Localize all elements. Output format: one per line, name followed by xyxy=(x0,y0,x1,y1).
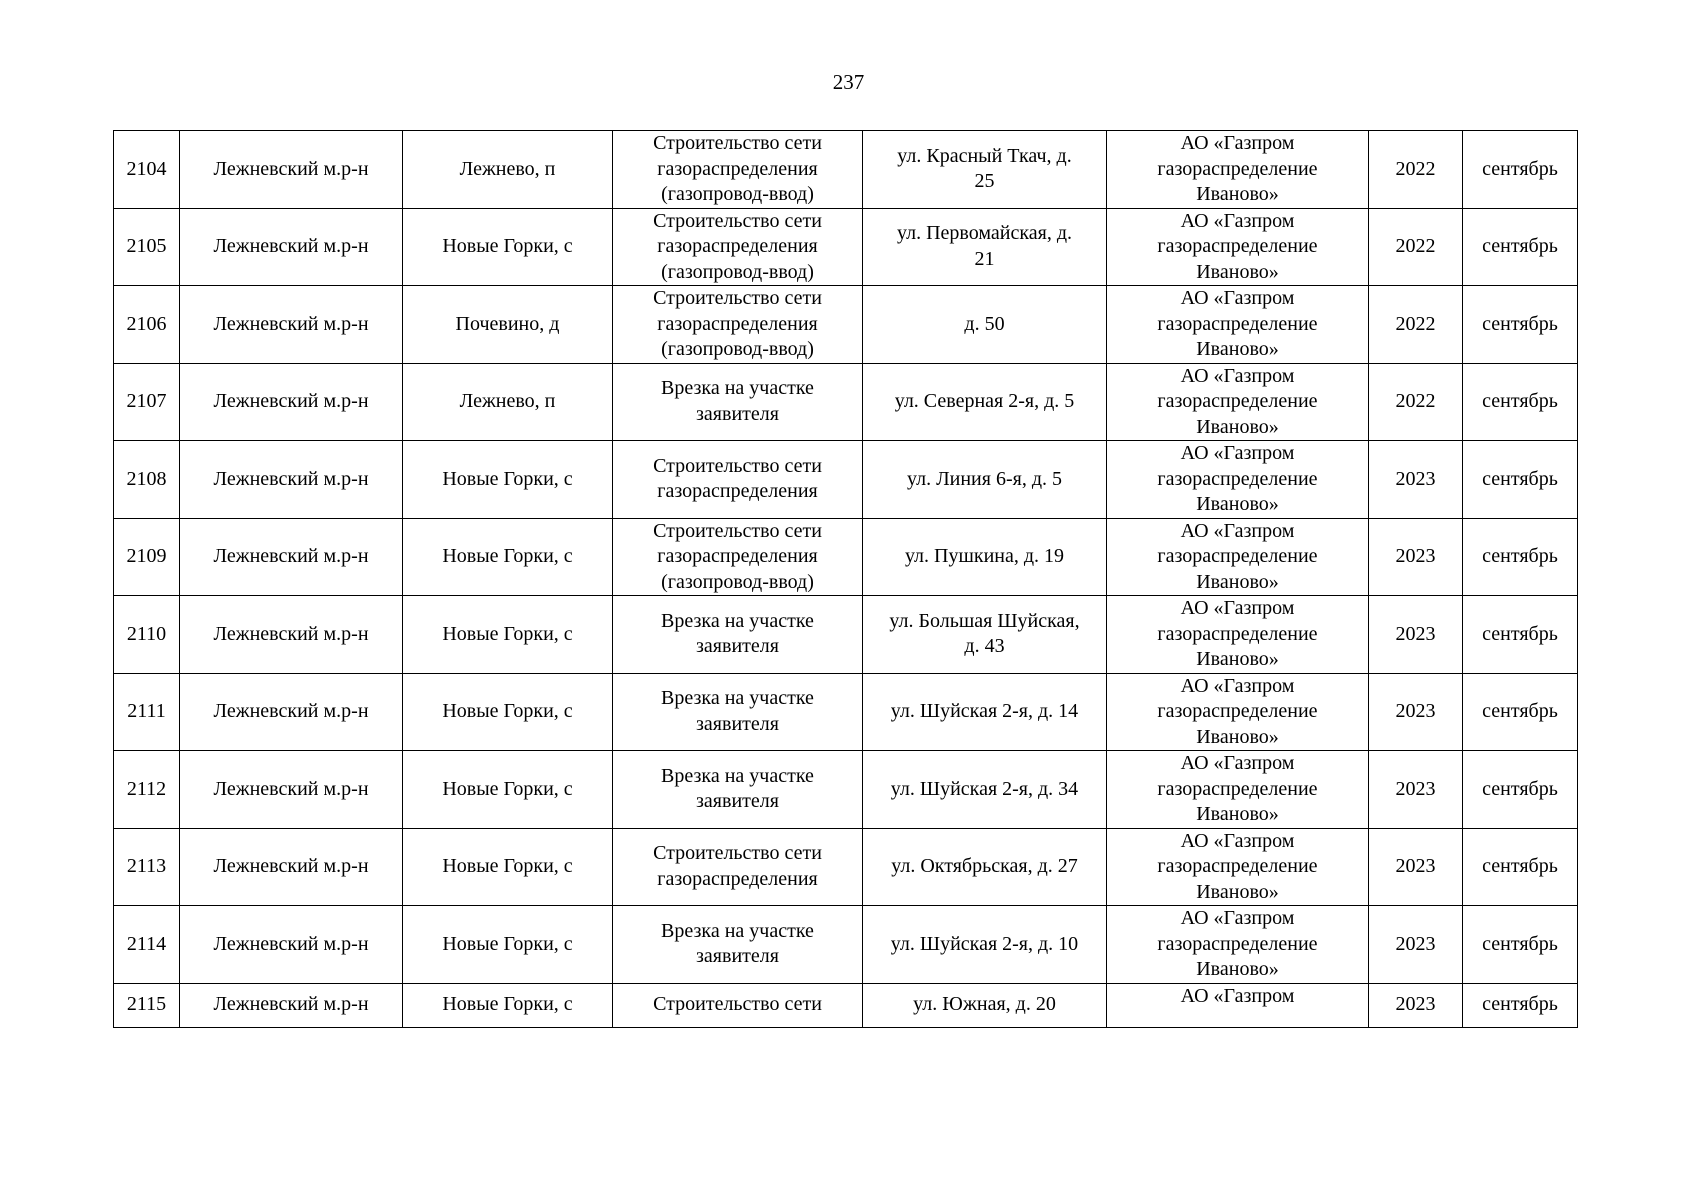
row-number-cell: 2114 xyxy=(114,906,180,984)
address-cell xyxy=(863,363,1107,441)
district-cell: Лежневский м.р-н xyxy=(180,208,403,286)
locality-cell: Новые Горки, с xyxy=(403,518,613,596)
cell-text-line: АО «Газпром xyxy=(1180,674,1295,697)
cell-text-line: ул. Шуйская 2-я, д. 10 xyxy=(890,932,1079,955)
address-cell xyxy=(863,673,1107,751)
cell-text-line: заявителя xyxy=(696,402,779,425)
table-row xyxy=(114,286,1578,364)
year-cell: 2023 xyxy=(1369,751,1463,829)
month-cell: сентябрь xyxy=(1463,751,1578,829)
locality-cell: Почевино, д xyxy=(403,286,613,364)
cell-text-line: газораспределения xyxy=(657,157,818,180)
month-cell: сентябрь xyxy=(1463,906,1578,984)
organization-cell xyxy=(1107,286,1369,364)
work-type-cell xyxy=(613,131,863,209)
cell-text-line: АО «Газпром xyxy=(1180,209,1295,232)
year-cell: 2023 xyxy=(1369,518,1463,596)
cell-text-line: газораспределение xyxy=(1157,700,1318,722)
address-cell xyxy=(863,518,1107,596)
cell-text-line: газораспределение xyxy=(1157,545,1318,567)
cell-text-line: газораспределение xyxy=(1157,157,1318,180)
cell-text-line: газораспределения xyxy=(657,480,818,503)
work-type-cell xyxy=(613,906,863,984)
month-cell: сентябрь xyxy=(1463,518,1578,596)
work-type-cell xyxy=(613,441,863,519)
address-cell xyxy=(863,596,1107,674)
table-row xyxy=(114,363,1578,441)
row-number-cell: 2105 xyxy=(114,208,180,286)
cell-text-line: 21 xyxy=(974,247,995,270)
organization-cell xyxy=(1107,518,1369,596)
locality-cell: Лежнево, п xyxy=(403,131,613,209)
cell-text-line: АО «Газпром xyxy=(1180,442,1295,464)
organization-cell xyxy=(1107,906,1369,984)
cell-text-line: Врезка на участке xyxy=(661,687,814,710)
table-body xyxy=(114,131,1578,1028)
district-cell: Лежневский м.р-н xyxy=(180,751,403,829)
row-number-cell: 2111 xyxy=(114,673,180,751)
cell-text-line: Строительство сети xyxy=(653,842,822,865)
table-row xyxy=(114,828,1578,906)
locality-cell: Новые Горки, с xyxy=(403,441,613,519)
cell-text-line: д. 50 xyxy=(964,312,1005,335)
row-number-cell: 2109 xyxy=(114,518,180,596)
cell-text-line: (газопровод-ввод) xyxy=(661,183,814,205)
table-row xyxy=(114,518,1578,596)
district-cell: Лежневский м.р-н xyxy=(180,286,403,364)
work-type-cell xyxy=(613,596,863,674)
cell-text-line: АО «Газпром xyxy=(1180,287,1295,309)
year-cell: 2023 xyxy=(1369,673,1463,751)
cell-text-line: газораспределение xyxy=(1157,855,1318,877)
table-row xyxy=(114,208,1578,286)
page-number: 237 xyxy=(832,70,865,94)
cell-text-line: ул. Южная, д. 20 xyxy=(913,993,1056,1016)
table-row xyxy=(114,596,1578,674)
cell-text-line: АО «Газпром xyxy=(1180,829,1295,852)
month-cell: сентябрь xyxy=(1463,131,1578,209)
locality-cell: Новые Горки, с xyxy=(403,596,613,674)
gas-distribution-table xyxy=(113,130,1578,1028)
row-number-cell: 2107 xyxy=(114,363,180,441)
address-cell xyxy=(863,286,1107,364)
address-cell xyxy=(863,131,1107,209)
address-cell xyxy=(863,906,1107,984)
row-number-cell: 2104 xyxy=(114,131,180,209)
cell-text-line: газораспределение xyxy=(1157,622,1318,645)
cell-text-line: д. 43 xyxy=(964,635,1005,658)
organization-cell xyxy=(1107,673,1369,751)
cell-text-line: Врезка на участке xyxy=(661,377,814,400)
address-cell xyxy=(863,751,1107,829)
organization-cell xyxy=(1107,208,1369,286)
work-type-cell xyxy=(613,518,863,596)
month-cell: сентябрь xyxy=(1463,673,1578,751)
address-cell xyxy=(863,828,1107,906)
cell-text-line: Иваново» xyxy=(1196,803,1279,825)
cell-text-line: Строительство сети xyxy=(653,454,822,477)
cell-text-line: Иваново» xyxy=(1196,338,1279,360)
row-number-cell: 2106 xyxy=(114,286,180,364)
month-cell: сентябрь xyxy=(1463,208,1578,286)
cell-text-line: Иваново» xyxy=(1196,415,1279,438)
cell-text-line: Врезка на участке xyxy=(661,764,814,787)
cell-text-line: Иваново» xyxy=(1196,570,1279,593)
cell-text-line: ул. Линия 6-я, д. 5 xyxy=(906,467,1062,490)
work-type-cell xyxy=(613,828,863,906)
cell-text-line: Строительство сети xyxy=(653,993,822,1016)
district-cell: Лежневский м.р-н xyxy=(180,983,403,1027)
cell-text-line: АО «Газпром xyxy=(1180,364,1295,387)
cell-text-line: газораспределение xyxy=(1157,312,1318,335)
cell-text-line: АО «Газпром xyxy=(1180,519,1295,542)
cell-text-line: АО «Газпром xyxy=(1180,907,1295,929)
cell-text-line: 25 xyxy=(974,170,995,193)
month-cell: сентябрь xyxy=(1463,596,1578,674)
district-cell: Лежневский м.р-н xyxy=(180,673,403,751)
district-cell: Лежневский м.р-н xyxy=(180,441,403,519)
table-row xyxy=(114,673,1578,751)
organization-cell xyxy=(1107,441,1369,519)
table-row xyxy=(114,441,1578,519)
work-type-cell xyxy=(613,983,863,1027)
locality-cell: Лежнево, п xyxy=(403,363,613,441)
cell-text-line: Иваново» xyxy=(1196,183,1279,205)
district-cell: Лежневский м.р-н xyxy=(180,131,403,209)
cell-text-line: газораспределение xyxy=(1157,467,1318,490)
district-cell: Лежневский м.р-н xyxy=(180,906,403,984)
cell-text-line: Иваново» xyxy=(1196,260,1279,283)
year-cell: 2023 xyxy=(1369,441,1463,519)
organization-cell xyxy=(1107,828,1369,906)
cell-text-line: ул. Пушкина, д. 19 xyxy=(904,545,1065,567)
cell-text-line: Врезка на участке xyxy=(661,919,814,942)
year-cell: 2022 xyxy=(1369,286,1463,364)
cell-text-line: АО «Газпром xyxy=(1180,752,1295,774)
cell-text-line: Строительство сети xyxy=(653,209,822,232)
year-cell: 2022 xyxy=(1369,131,1463,209)
locality-cell: Новые Горки, с xyxy=(403,906,613,984)
organization-cell xyxy=(1107,983,1369,1027)
address-cell xyxy=(863,441,1107,519)
cell-text-line: АО «Газпром xyxy=(1180,984,1295,1007)
cell-text-line: АО «Газпром xyxy=(1180,132,1295,154)
row-number-cell: 2113 xyxy=(114,828,180,906)
locality-cell: Новые Горки, с xyxy=(403,751,613,829)
work-type-cell xyxy=(613,286,863,364)
cell-text-line: АО «Газпром xyxy=(1180,597,1295,619)
month-cell: сентябрь xyxy=(1463,286,1578,364)
month-cell: сентябрь xyxy=(1463,828,1578,906)
cell-text-line: ул. Октябрьская, д. 27 xyxy=(891,855,1078,877)
work-type-cell xyxy=(613,208,863,286)
work-type-cell xyxy=(613,751,863,829)
cell-text-line: газораспределения xyxy=(657,235,818,257)
row-number-cell: 2112 xyxy=(114,751,180,829)
organization-cell xyxy=(1107,131,1369,209)
cell-text-line: газораспределение xyxy=(1157,235,1318,257)
cell-text-line: (газопровод-ввод) xyxy=(661,338,814,360)
table-row xyxy=(114,131,1578,209)
month-cell: сентябрь xyxy=(1463,441,1578,519)
address-cell xyxy=(863,983,1107,1027)
month-cell: сентябрь xyxy=(1463,983,1578,1027)
district-cell: Лежневский м.р-н xyxy=(180,596,403,674)
year-cell: 2022 xyxy=(1369,363,1463,441)
cell-text-line: Иваново» xyxy=(1196,958,1279,980)
cell-text-line: газораспределение xyxy=(1157,777,1318,800)
cell-text-line: газораспределения xyxy=(657,545,818,567)
year-cell: 2023 xyxy=(1369,828,1463,906)
row-number-cell: 2110 xyxy=(114,596,180,674)
cell-text-line: ул. Красный Ткач, д. xyxy=(897,144,1072,167)
district-cell: Лежневский м.р-н xyxy=(180,518,403,596)
year-cell: 2023 xyxy=(1369,983,1463,1027)
cell-text-line: газораспределение xyxy=(1157,932,1318,955)
cell-text-line: Иваново» xyxy=(1196,725,1279,748)
cell-text-line: газораспределения xyxy=(657,312,818,335)
cell-text-line: ул. Большая Шуйская, xyxy=(889,609,1080,632)
cell-text-line: газораспределение xyxy=(1157,390,1318,412)
locality-cell: Новые Горки, с xyxy=(403,983,613,1027)
locality-cell: Новые Горки, с xyxy=(403,673,613,751)
cell-text-line: заявителя xyxy=(696,945,779,968)
organization-cell xyxy=(1107,596,1369,674)
cell-text-line: Строительство сети xyxy=(653,519,822,542)
table-row xyxy=(114,906,1578,984)
work-type-cell xyxy=(613,363,863,441)
work-type-cell xyxy=(613,673,863,751)
cell-text-line: заявителя xyxy=(696,712,779,735)
district-cell: Лежневский м.р-н xyxy=(180,828,403,906)
cell-text-line: газораспределения xyxy=(657,867,818,890)
table-row xyxy=(114,751,1578,829)
table-row xyxy=(114,983,1578,1027)
district-cell: Лежневский м.р-н xyxy=(180,363,403,441)
cell-text-line: ул. Северная 2-я, д. 5 xyxy=(894,390,1075,412)
cell-text-line: (газопровод-ввод) xyxy=(661,260,814,283)
cell-text-line: (газопровод-ввод) xyxy=(661,570,814,593)
cell-text-line: Строительство сети xyxy=(653,287,822,309)
organization-cell xyxy=(1107,363,1369,441)
cell-text-line: Иваново» xyxy=(1196,493,1279,515)
year-cell: 2023 xyxy=(1369,906,1463,984)
year-cell: 2023 xyxy=(1369,596,1463,674)
cell-text-line: Строительство сети xyxy=(653,132,822,154)
cell-text-line: ул. Первомайская, д. xyxy=(897,222,1072,245)
row-number-cell: 2108 xyxy=(114,441,180,519)
organization-cell xyxy=(1107,751,1369,829)
cell-text-line: заявителя xyxy=(696,790,779,813)
locality-cell: Новые Горки, с xyxy=(403,208,613,286)
cell-text-line: ул. Шуйская 2-я, д. 14 xyxy=(890,700,1079,722)
cell-text-line: Врезка на участке xyxy=(661,609,814,632)
address-cell xyxy=(863,208,1107,286)
row-number-cell: 2115 xyxy=(114,983,180,1027)
cell-text-line: ул. Шуйская 2-я, д. 34 xyxy=(890,777,1079,800)
month-cell: сентябрь xyxy=(1463,363,1578,441)
locality-cell: Новые Горки, с xyxy=(403,828,613,906)
year-cell: 2022 xyxy=(1369,208,1463,286)
cell-text-line: заявителя xyxy=(696,635,779,658)
cell-text-line: Иваново» xyxy=(1196,648,1279,670)
cell-text-line: Иваново» xyxy=(1196,880,1279,903)
